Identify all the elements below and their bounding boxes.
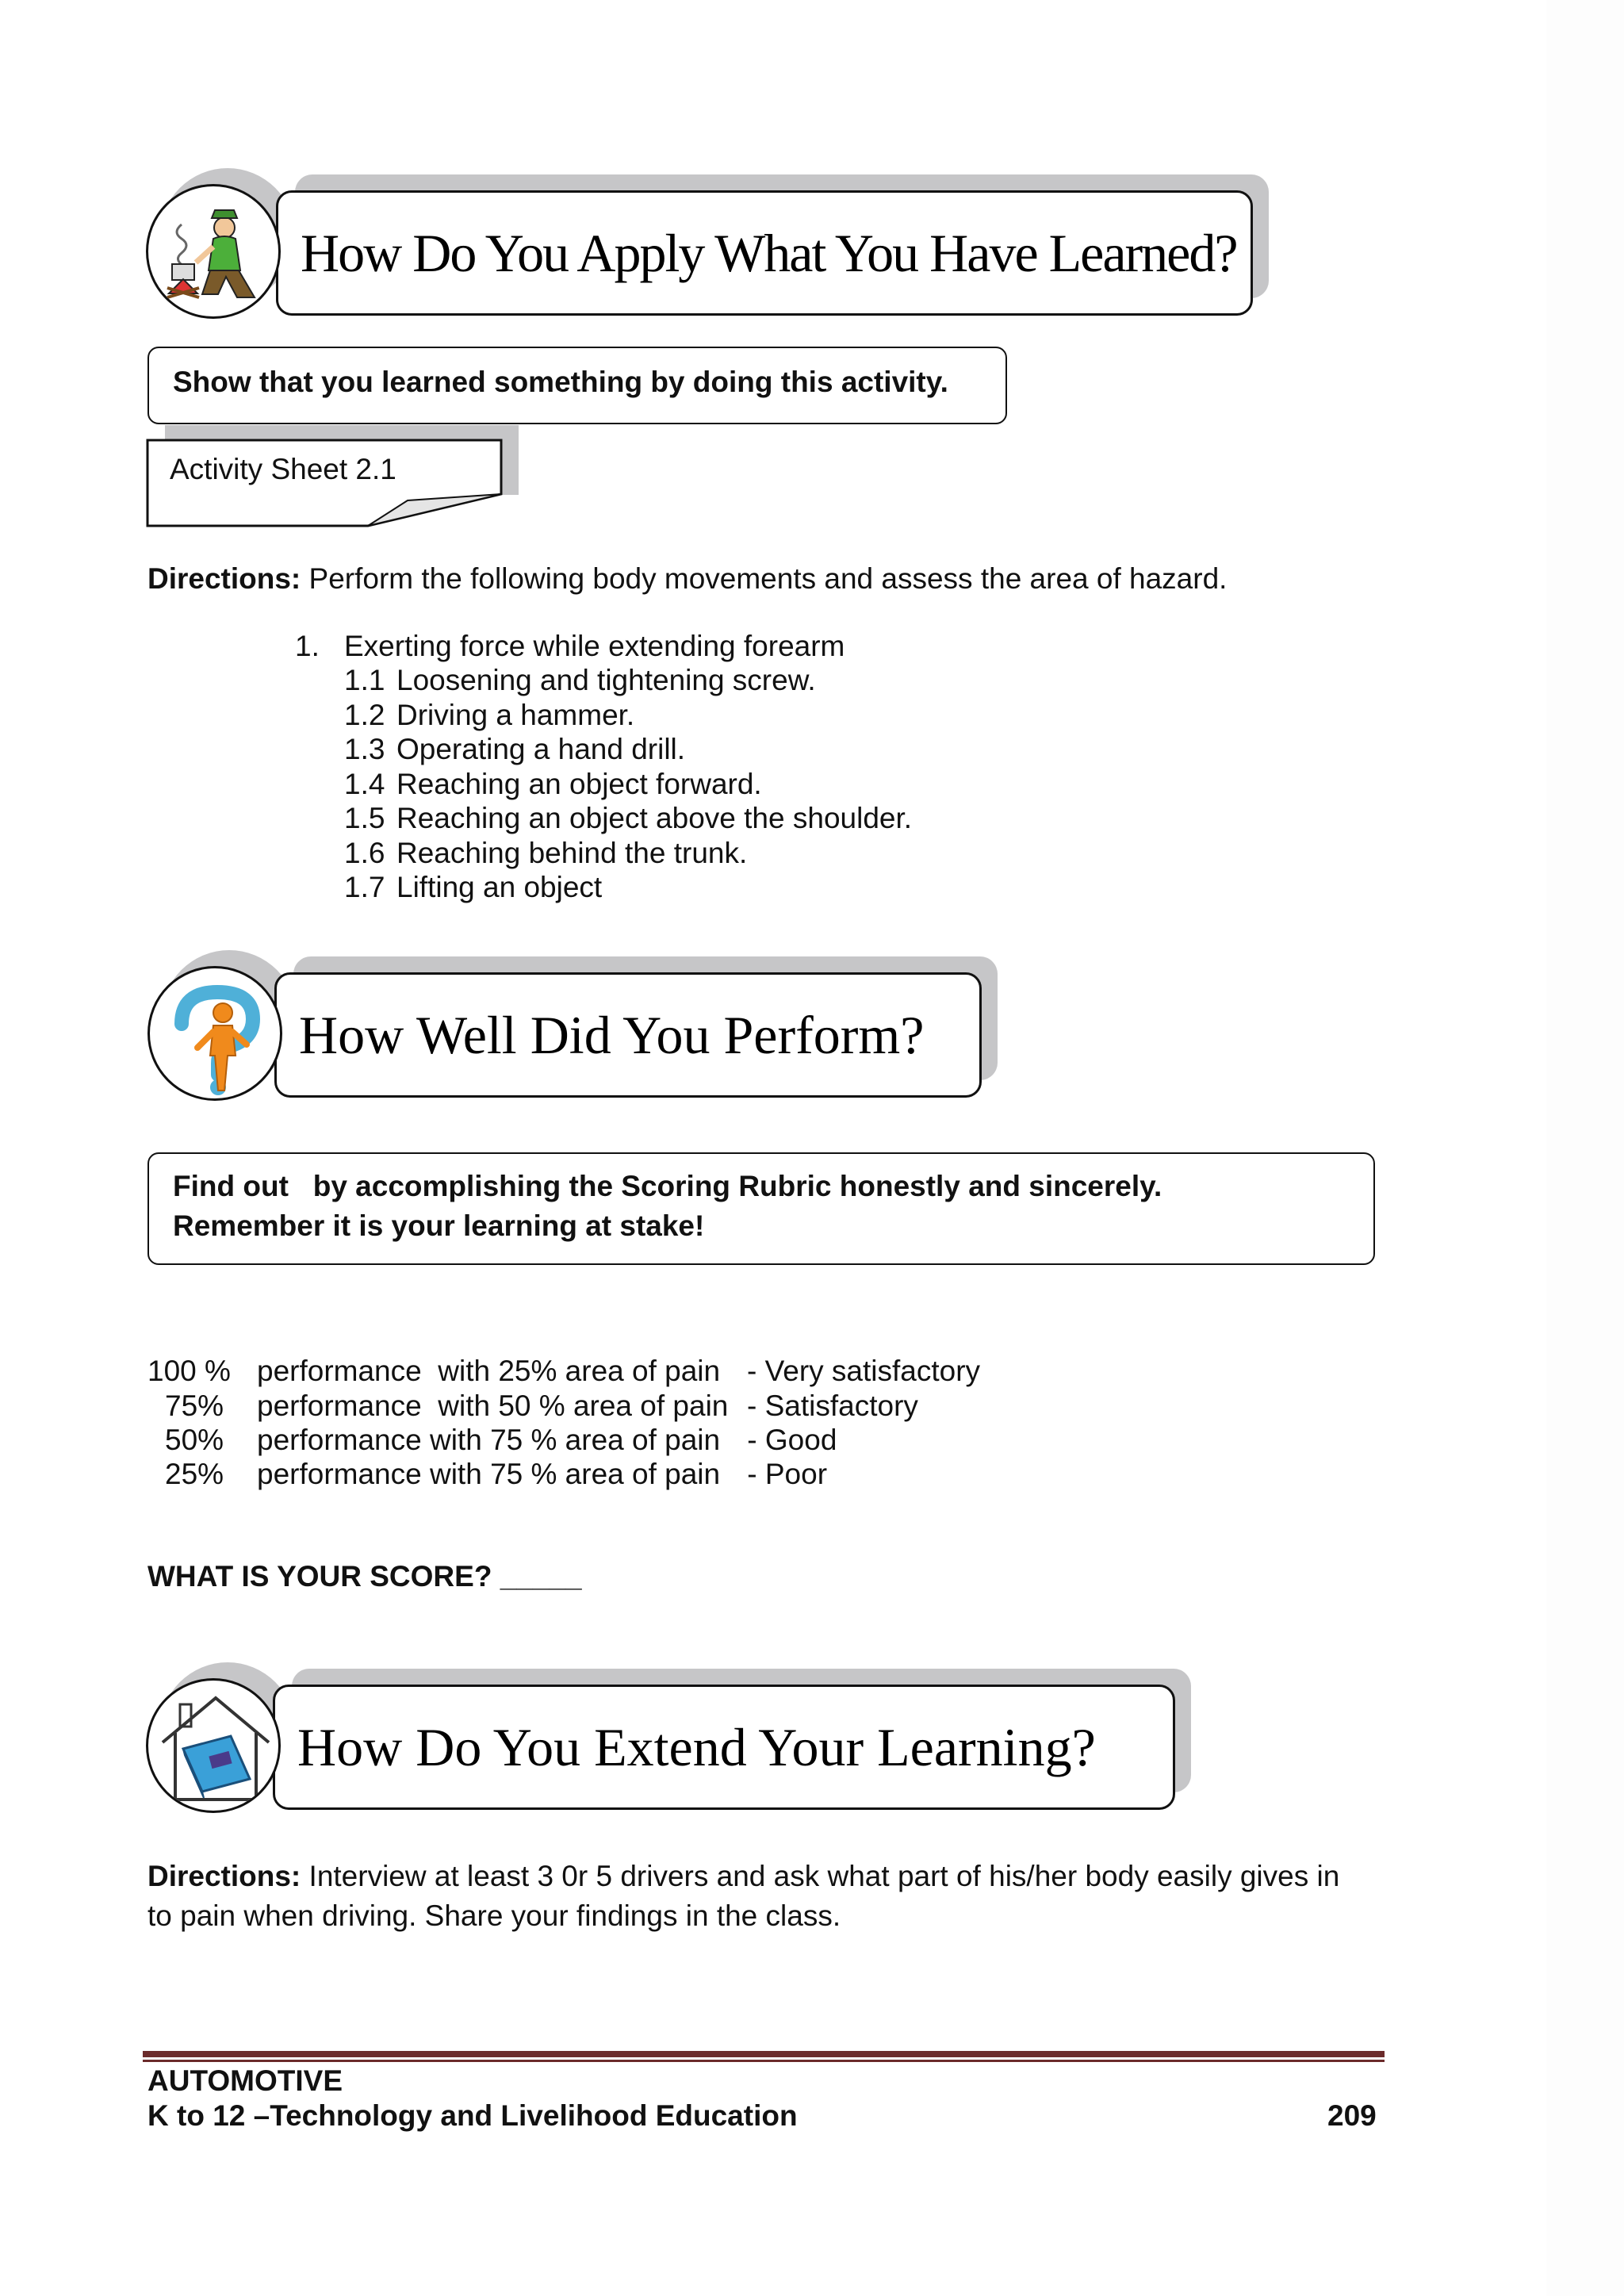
rubric-row: 50% performance with 75 % area of pain - Good [165, 1424, 837, 1456]
directions-2-text: Interview at least 3 0r 5 drivers and ask what part of his/her body easily gives in [301, 1860, 1340, 1892]
list-subitem: 1.2 Driving a hammer. [344, 699, 635, 731]
list-item-heading: Exerting force while extending forearm [344, 630, 845, 662]
score-prompt: WHAT IS YOUR SCORE? _____ [147, 1560, 582, 1593]
list-subitem: 1.4 Reaching an object forward. [344, 768, 762, 800]
house-book-icon [146, 1678, 281, 1813]
activity-instruction-box [147, 347, 1007, 424]
directions-1-text: Perform the following body movements and assess the area of hazard. [301, 562, 1228, 595]
footer-subject: AUTOMOTIVE [147, 2064, 343, 2097]
list-subitem: 1.6 Reaching behind the trunk. [344, 837, 748, 869]
directions-2-continued: to pain when driving. Share your findings in the class. [147, 1899, 841, 1932]
section-title-apply: How Do You Apply What You Have Learned? [301, 223, 1237, 283]
list-subitem: 1.1 Loosening and tightening screw. [344, 664, 816, 696]
list-subitem: 1.3 Operating a hand drill. [344, 733, 686, 765]
rubric-row: 25% performance with 75 % area of pain - Poor [165, 1458, 828, 1490]
list-subitem: 1.7 Lifting an object [344, 871, 603, 903]
footer-rule-thin [143, 2060, 1385, 2062]
directions-1 [147, 562, 1227, 596]
footer-course: K to 12 –Technology and Livelihood Education [147, 2099, 798, 2132]
directions-1-label: Directions: [147, 562, 301, 595]
directions-2 [147, 1859, 1339, 1894]
question-figure-icon [147, 966, 282, 1101]
list-item-number: 1. [295, 630, 320, 662]
rubric-instruction-box [147, 1152, 1375, 1265]
page-number: 209 [1327, 2099, 1377, 2132]
rubric-row: 100 % performance with 25% area of pain - Very satisfactory [147, 1355, 981, 1387]
activity-instruction-text: Show that you learned something by doing this activity. [173, 366, 948, 398]
list-subitem: 1.5 Reaching an object above the shoulder. [344, 802, 913, 834]
directions-2-label: Directions: [147, 1860, 301, 1892]
activity-sheet-label: Activity Sheet 2.1 [170, 453, 396, 485]
rubric-instruction-line-1: Find out by accomplishing the Scoring Rubric honestly and sincerely. [173, 1170, 1162, 1202]
footer-rule [143, 2051, 1385, 2057]
section-title-perform: How Well Did You Perform? [299, 1005, 925, 1065]
rubric-row: 75% performance with 50 % area of pain - Satisfactory [165, 1389, 918, 1422]
section-title-extend: How Do You Extend Your Learning? [297, 1717, 1096, 1777]
camper-cooking-icon [146, 184, 281, 319]
rubric-instruction-line-2: Remember it is your learning at stake! [173, 1209, 705, 1242]
